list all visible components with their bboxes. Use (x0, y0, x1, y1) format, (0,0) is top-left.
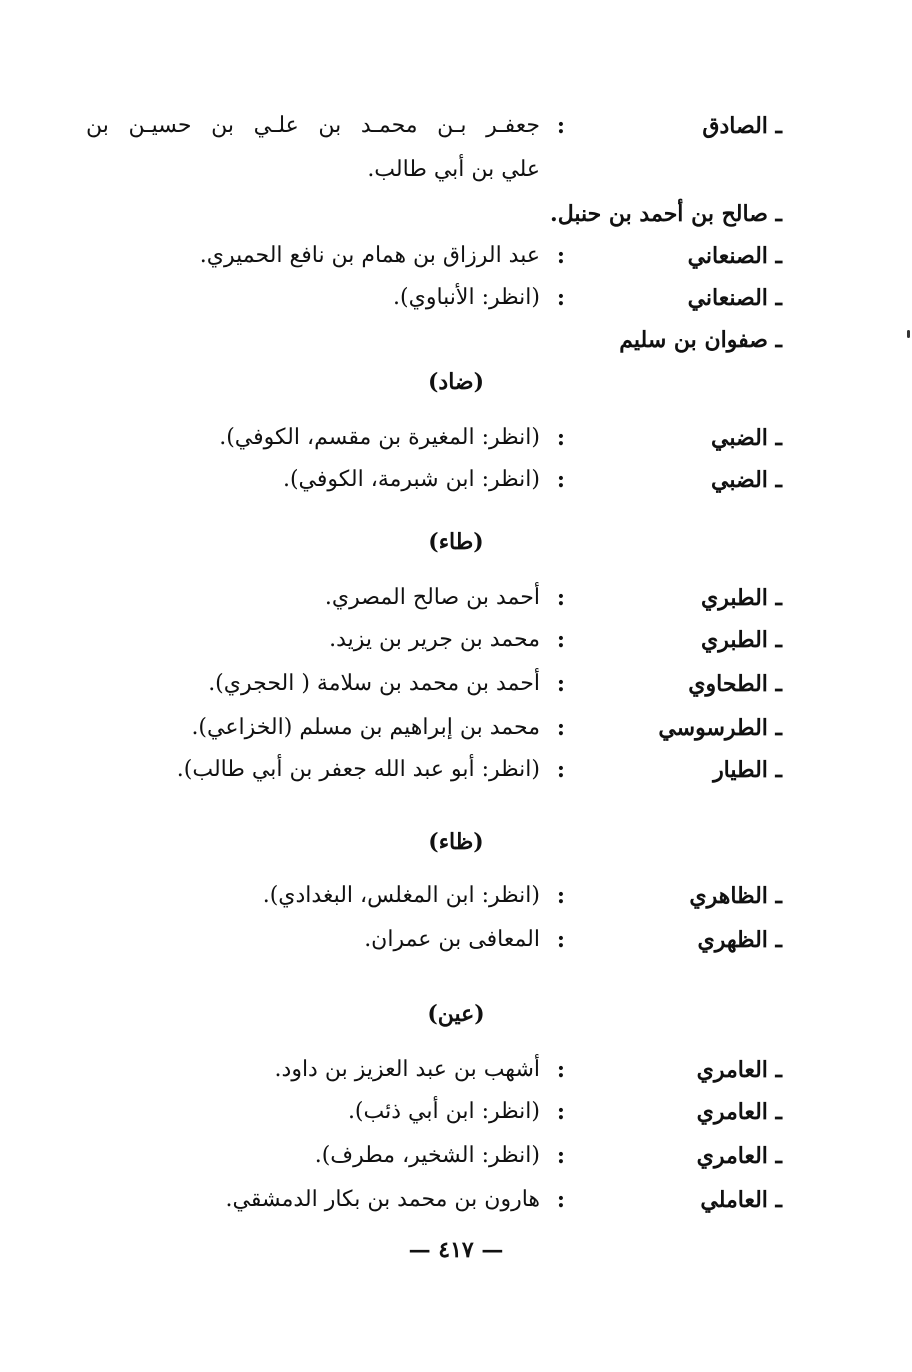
entry-row (0, 236, 912, 276)
entry-description: أحمد بن صالح المصري. (324, 585, 540, 610)
entry-full-text: ـ صالح بن أحمد بن حنبل. (550, 201, 782, 227)
entry-separator: : (556, 927, 565, 953)
entry-term: ـ العاملي (700, 1187, 782, 1213)
entry-description: جعفـر بـن محمـد بن علـي بن حسيـن بن (86, 113, 540, 138)
entry-row (0, 876, 912, 916)
entry-term: ـ الطبري (701, 585, 782, 611)
entry-separator: : (556, 627, 565, 653)
entry-description: (انظر: أبو عبد الله جعفر بن أبي طالب). (176, 757, 540, 782)
entry-separator: : (556, 883, 565, 909)
entry-term: ـ الطرسوسي (658, 715, 782, 741)
entry-separator: : (556, 467, 565, 493)
entry-description: أحمد بن محمد بن سلامة ( الحجري). (208, 671, 540, 696)
entry-description: (انظر: ابن المغلس، البغدادي). (262, 883, 540, 908)
section-heading: (ضاد) (428, 369, 484, 395)
entry-separator: : (556, 285, 565, 311)
entry-term: ـ الضبي (711, 425, 782, 451)
entry-term: ـ الصادق (702, 113, 782, 139)
entry-row (0, 664, 912, 704)
entry-term: ـ الطبري (701, 627, 782, 653)
section-heading: (طاء) (428, 529, 484, 555)
entry-separator: : (556, 425, 565, 451)
entry-description: المعافى بن عمران. (364, 927, 540, 952)
entry-separator: : (556, 585, 565, 611)
entry-description: (انظر: ابن أبي ذئب). (347, 1099, 540, 1124)
entry-full-text: ـ صفوان بن سليم (619, 327, 782, 353)
entry-description: علي بن أبي طالب. (367, 157, 540, 182)
entry-description: أشهب بن عبد العزيز بن داود. (274, 1057, 540, 1082)
entry-term: ـ الصنعاني (687, 285, 782, 311)
entry-separator: : (556, 113, 565, 139)
section-heading: (ظاء) (428, 829, 484, 855)
entry-separator: : (556, 1099, 565, 1125)
entry-separator: : (556, 1187, 565, 1213)
entry-separator: : (556, 243, 565, 269)
entry-description: (انظر: ابن شبرمة، الكوفي). (282, 467, 540, 492)
section-heading: (عين) (427, 1001, 485, 1027)
entry-row (0, 708, 912, 748)
entry-description: محمد بن جرير بن يزيد. (329, 627, 540, 652)
entry-description: (انظر: الشخير، مطرف). (314, 1143, 540, 1168)
entry-separator: : (556, 715, 565, 741)
entry-row (0, 1180, 912, 1220)
entry-description: هارون بن محمد بن بكار الدمشقي. (225, 1187, 540, 1212)
entry-row (0, 278, 912, 318)
entry-row (0, 1136, 912, 1176)
entry-row (0, 106, 912, 146)
entry-row (0, 620, 912, 660)
entry-term: ـ الصنعاني (687, 243, 782, 269)
entry-row (0, 920, 912, 960)
entry-term: ـ الطيار (713, 757, 782, 783)
entry-row (0, 194, 912, 234)
entry-row-continuation (0, 150, 912, 190)
entry-row (0, 750, 912, 790)
entry-description: عبد الرزاق بن همام بن نافع الحميري. (199, 243, 540, 268)
entry-row (0, 1050, 912, 1090)
entry-separator: : (556, 671, 565, 697)
entry-term: ـ الضبي (711, 467, 782, 493)
entry-term: ـ الطحاوي (688, 671, 782, 697)
entry-term: ـ العامري (696, 1099, 782, 1125)
page-number: — ٤١٧ — (408, 1237, 504, 1263)
entry-row (0, 578, 912, 618)
entry-row (0, 1092, 912, 1132)
entry-separator: : (556, 1143, 565, 1169)
entry-separator: : (556, 1057, 565, 1083)
entry-term: ـ العامري (696, 1143, 782, 1169)
entry-description: محمد بن إبراهيم بن مسلم (الخزاعي). (191, 715, 540, 740)
entry-term: ـ الظهري (697, 927, 782, 953)
entry-description: (انظر: المغيرة بن مقسم، الكوفي). (219, 425, 540, 450)
entry-term: ـ الظاهري (689, 883, 782, 909)
entry-term: ـ العامري (696, 1057, 782, 1083)
entry-description: (انظر: الأنباوي). (393, 285, 540, 310)
scan-speck (907, 330, 910, 338)
entry-row (0, 460, 912, 500)
entry-row (0, 320, 912, 360)
entry-separator: : (556, 757, 565, 783)
entry-row (0, 418, 912, 458)
